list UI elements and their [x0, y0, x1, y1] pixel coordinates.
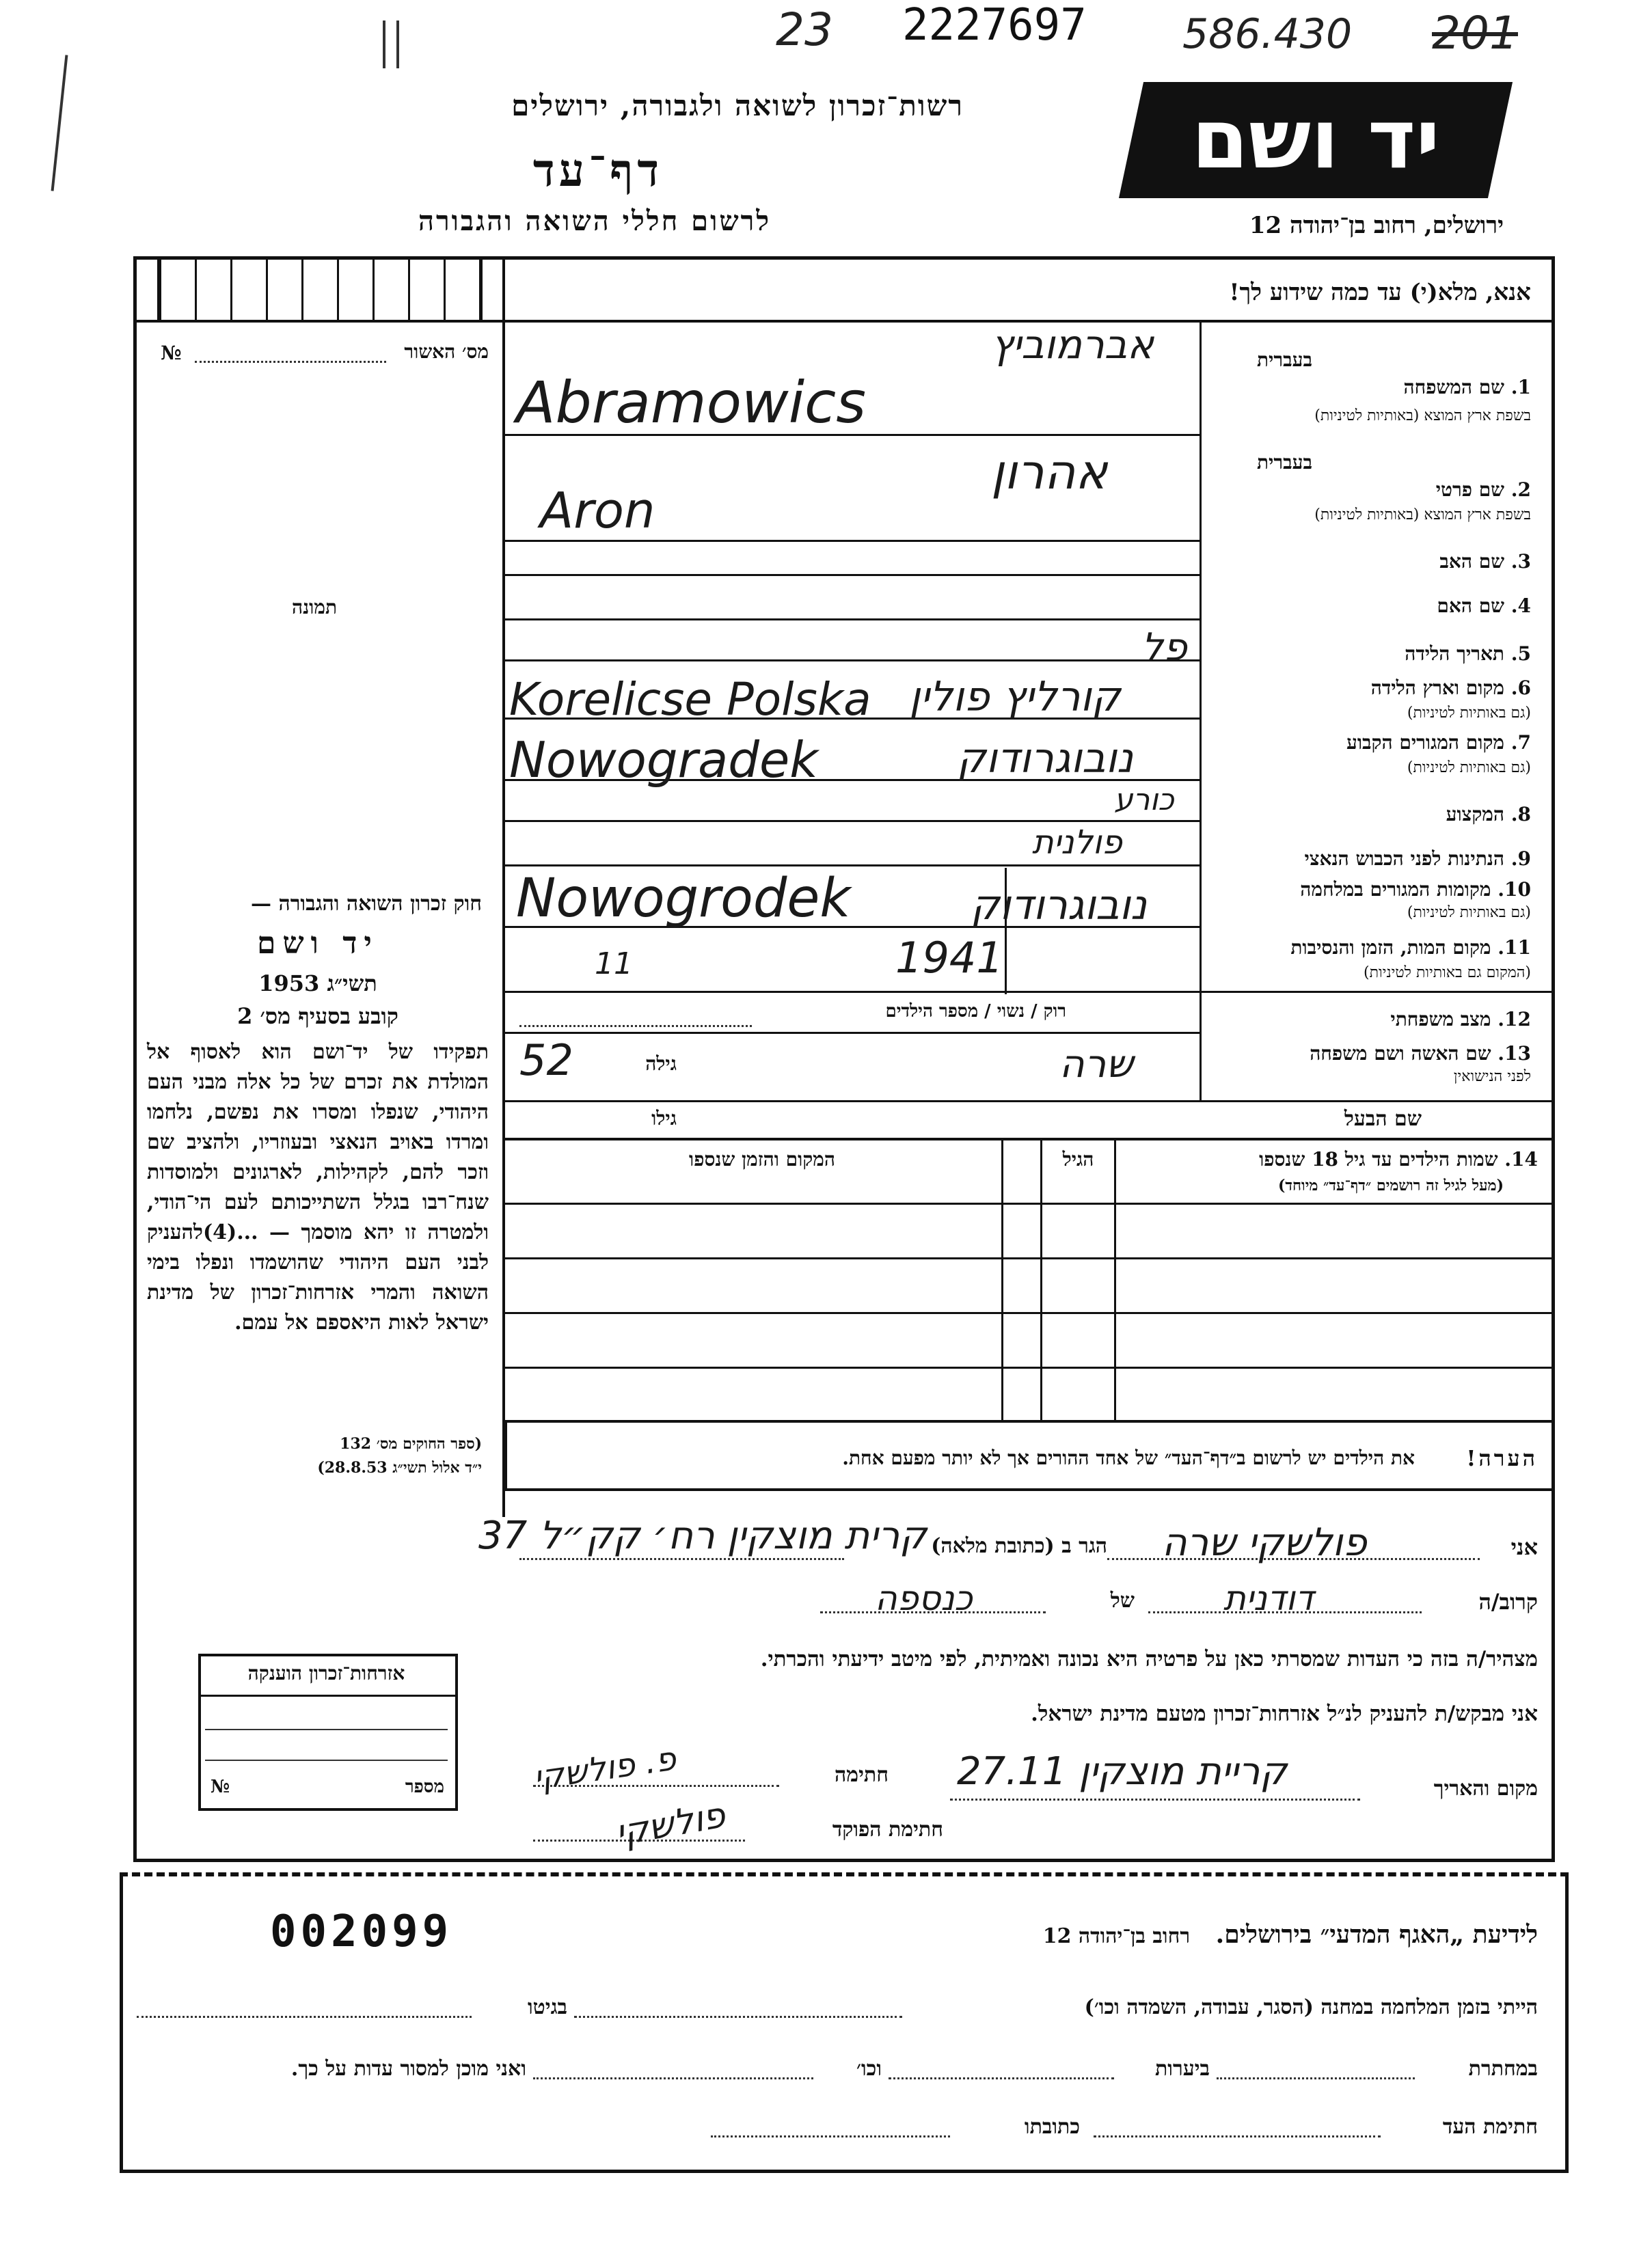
- hw-birthplace-prefix: פל: [1141, 625, 1187, 670]
- law-name: יד ושם: [257, 926, 379, 961]
- hw-birthplace-hebrew: קורליץ פולין: [909, 673, 1121, 721]
- footer-camp-field[interactable]: [574, 2016, 902, 2018]
- marital-status-field[interactable]: [519, 1025, 752, 1027]
- citizenship-no-symbol: №: [211, 1777, 230, 1797]
- footer-line2-a: במחתרת: [1468, 2057, 1538, 2081]
- reg-ticks-bottom: [133, 320, 502, 323]
- witness-address-field[interactable]: [519, 1558, 844, 1560]
- field-2-tag: בעברית: [1256, 451, 1312, 474]
- yad-vashem-logo-text: יד ושם: [1191, 92, 1440, 187]
- field-11-sublabel: (המקום גם באותיות לטיניות): [1364, 964, 1531, 981]
- field-12-label: 12. מצב משפחתי: [1390, 1008, 1531, 1030]
- hw-place-date: קריית מוצקין 27.11: [957, 1749, 1288, 1794]
- margin-mark: [51, 55, 68, 191]
- row-line: [505, 540, 1200, 542]
- left-column-divider: [502, 256, 505, 1517]
- cut-line: [120, 1872, 1569, 1876]
- law-ref-2: י״ד אלול תשי״ג 28.8.53): [317, 1459, 482, 1477]
- children-subtitle: (מעל לגיל זה רושמים ״דף־עד״ מיוחד): [1277, 1177, 1504, 1194]
- footer-forest-field[interactable]: [889, 2077, 1114, 2079]
- field-10-sublabel: (גם באותיות לטיניות): [1407, 904, 1531, 921]
- field-11-label: 11. מקום המות, הזמן והנסיבות: [1290, 936, 1531, 959]
- address: ירושלים, רחוב בן־יהודה 12: [1249, 212, 1504, 239]
- hw-wartime-latin: Nowogrodek: [516, 868, 851, 929]
- hw-signature: פ. פולשקי: [531, 1739, 679, 1798]
- law-ref-1: (ספר החוקים מס׳ 132: [340, 1435, 482, 1453]
- row-line: [505, 1100, 1555, 1102]
- hw-officer-signature: פולשקי: [612, 1794, 729, 1855]
- law-text: תפקידו של יד־ושם הוא לאסוף אל המולדת את זכרם של כל אלה מבני העם היהודי, שנפלו ומסרו את נפשם, נלחמו ומרדו באויב הנאצי ובעוזריו, ולהציב שם וזכר להם, לקהילות, לארגונים ולמוסדות שנח־רבו בגלל השתייכותם לעם הי־הודי, ולמטרה זו יהא מוסמך — ...(4)להעניק לבני העם היהודי שהושמדו ונפלו בימי השואה והמרי אזרחות־זכרון של מדינת ישראל לאות היאספם אל עמם.: [147, 1040, 489, 1335]
- footer-witness-signature-field[interactable]: [1094, 2135, 1381, 2137]
- reg-no-symbol: №: [161, 342, 182, 364]
- footer-line2-b: ביערות: [1154, 2057, 1210, 2081]
- hw-wartime-hebrew: נובוגרודוק: [971, 882, 1148, 929]
- place-date-label: מקום והאריך: [1433, 1777, 1538, 1801]
- field-8-label: 8. המקצוע: [1446, 803, 1531, 825]
- children-col-divider-3: [1040, 1140, 1042, 1421]
- reg-ticks: [157, 256, 483, 321]
- witness-resident-label: הגר ב (כתובת מלאה): [931, 1534, 1107, 1558]
- witness-request: אני מבקש/ת להעניק לנ״ל אזרחות־זכרון מטעם מדינת ישראל.: [1031, 1702, 1538, 1726]
- hw-wife-name: שרה: [1059, 1042, 1133, 1087]
- children-age-header: הגיל: [1062, 1148, 1094, 1171]
- hw-death-mark: 11: [595, 946, 633, 981]
- row-line: [505, 991, 1555, 993]
- margin-mark: [383, 21, 385, 68]
- field-6-sublabel: (גם באותיות לטיניות): [1407, 705, 1531, 722]
- footer-line1-b: בגיטו: [527, 1995, 567, 2019]
- husband-name-label: שם הבעל: [1344, 1107, 1422, 1131]
- field-5-label: 5. תאריך הלידה: [1405, 642, 1531, 665]
- hw-birthplace-latin: Korelicse Polska: [509, 673, 871, 726]
- footer-line3-a: חתימת העד: [1442, 2115, 1538, 2139]
- archive-number-4: 201: [1432, 7, 1518, 59]
- field-10-label: 10. מקומות המגורים במלחמה: [1300, 878, 1531, 901]
- page-subtitle: לרשום חללי השואה והגבורה: [418, 205, 772, 237]
- marital-options: רוק / נשוי / מספר הילדים: [885, 1001, 1066, 1022]
- reg-no-field[interactable]: [195, 361, 386, 363]
- footer-notice: [533, 1920, 1538, 1949]
- archive-number-3: 586.430: [1182, 10, 1353, 58]
- label-column-divider: [1200, 323, 1202, 1102]
- footer-line2-c: וכו׳: [856, 2057, 882, 2081]
- note-label: הערה!: [1466, 1445, 1538, 1471]
- page-title: דף־עד: [532, 144, 664, 197]
- hw-first-latin: Aron: [540, 482, 655, 539]
- margin-mark: [396, 21, 399, 68]
- children-place-header: המקום והזמן שנספו: [689, 1148, 835, 1171]
- hw-witness-name: פולשקי שרה: [1162, 1520, 1367, 1565]
- hw-residence-latin: Nowogradek: [509, 731, 818, 789]
- note-left-edge: [505, 1423, 507, 1491]
- archive-number-1: 23: [776, 3, 833, 56]
- hw-death-year: 1941: [895, 933, 1003, 983]
- field-13-label: 13. שם האשה ושם משפחה: [1310, 1042, 1531, 1065]
- hw-relation: דודנית: [1223, 1579, 1314, 1618]
- note-bottom: [505, 1488, 1555, 1491]
- field-2-label: 2. שם פרטי: [1435, 478, 1531, 501]
- citizenship-box-title: אזרחות־זכרון הוענקה: [247, 1662, 405, 1684]
- citizenship-line-1: [205, 1729, 448, 1730]
- signature-label: חתימה: [835, 1763, 889, 1787]
- place-date-field[interactable]: [950, 1799, 1360, 1801]
- photo-label: תמונה: [291, 596, 338, 618]
- law-section: קובע בסעיף מס׳ 2: [237, 1003, 398, 1029]
- field-3-label: 3. שם האב: [1439, 550, 1531, 573]
- hw-nationality: פולנית: [1032, 823, 1122, 862]
- field-7-sublabel: (גם באותיות לטיניות): [1407, 759, 1531, 776]
- wife-age-label: גילה: [645, 1052, 677, 1075]
- footer-address-field[interactable]: [711, 2135, 950, 2137]
- row-line: [505, 659, 1200, 661]
- field-6-label: 6. מקום וארץ הלידה: [1370, 677, 1531, 699]
- field-1-tag: בעברית: [1256, 349, 1312, 371]
- officer-signature-label: חתימת הפוקד: [832, 1818, 943, 1842]
- citizenship-number-label: מספר: [405, 1777, 444, 1797]
- footer-etc-field[interactable]: [533, 2077, 813, 2079]
- footer-line2-d: ואני מוכן למסור עדות על כך.: [290, 2057, 526, 2081]
- archive-number-2: 2227697: [902, 0, 1087, 51]
- field-7-label: 7. מקום המגורים הקבוע: [1346, 731, 1531, 754]
- hw-profession: כורע: [1114, 782, 1174, 817]
- field-2-sublabel: בשפת ארץ המוצא (באותיות לטיניות): [1314, 506, 1531, 523]
- hw-witness-address: קרית מוצקין רח׳ קק״ל 37: [478, 1514, 927, 1558]
- row-line: [505, 820, 1200, 822]
- hw-residence-hebrew: נובוגרודוק: [957, 735, 1134, 782]
- field-4-label: 4. שם האם: [1437, 595, 1531, 617]
- footer-line1-a: הייתי בזמן המלחמה במחנה (הסגר, עבודה, השמדה וכו׳): [1084, 1995, 1538, 2019]
- footer-line3-b: כתובתו: [1024, 2115, 1080, 2139]
- children-row-line: [505, 1312, 1555, 1314]
- witness-declaration: מצהיר/ה בזה כי העדות שמסרתי כאן על פרטיה היא נכונה ואמיתית, לפי מיטב ידיעתי והכרתי.: [760, 1647, 1538, 1671]
- row-line: [505, 1138, 1555, 1140]
- husband-age-label: גילו: [651, 1107, 677, 1130]
- intro-text: אנא, מלא(י) עד כמה שידוע לך!: [1229, 279, 1531, 306]
- law-year: תשי״ג 1953: [258, 970, 377, 996]
- children-row-line: [505, 1367, 1555, 1369]
- footer-ghetto-field[interactable]: [137, 2016, 472, 2018]
- field-13-sublabel: לפני הנישואין: [1453, 1068, 1531, 1085]
- hw-surname-hebrew: אברמוביץ: [991, 321, 1154, 368]
- footer-underground-field[interactable]: [1217, 2077, 1415, 2079]
- footer-address: רחוב בן־יהודה 12: [1042, 1924, 1191, 1948]
- hw-wife-age: 52: [519, 1035, 573, 1085]
- children-table-bottom: [505, 1420, 1555, 1423]
- row-line: [505, 1032, 1200, 1034]
- witness-relative-label: קרוב/ה: [1478, 1589, 1538, 1615]
- row-line: [505, 864, 1200, 866]
- hw-first-hebrew: אהרון: [991, 444, 1108, 500]
- children-col-divider-2: [1001, 1140, 1003, 1421]
- citizenship-box-divider: [198, 1695, 458, 1697]
- field-1-sublabel: בשפת ארץ המוצא (באותיות לטיניות): [1314, 407, 1531, 424]
- reg-no-label: מס׳ האשור: [404, 340, 489, 363]
- authority-title: רשות־זכרון לשואה ולגבורה, ירושלים: [511, 89, 964, 122]
- field-9-label: 9. הנתינות לפני הכבוש הנאצי: [1304, 847, 1531, 870]
- footer-notice-text: לידיעת „האגף המדעי״ בירושלים.: [1215, 1920, 1538, 1949]
- witness-of-label: של: [1110, 1589, 1135, 1613]
- note-text: את הילדים יש לרשום ב״דף־העד״ של אחד ההורים אך לא יותר מפעם אחת.: [842, 1447, 1415, 1469]
- row-line: [505, 618, 1200, 620]
- row-line: [505, 574, 1200, 576]
- children-row-line: [505, 1257, 1555, 1259]
- law-title: חוק זכרון השואה והגבורה —: [251, 892, 482, 916]
- field-1-label: 1. שם המשפחה: [1403, 376, 1531, 398]
- children-col-divider-1: [1114, 1140, 1116, 1421]
- witness-i-label: אני: [1510, 1534, 1538, 1560]
- citizenship-line-2: [205, 1760, 448, 1761]
- hw-of-whom: כנספה: [875, 1579, 973, 1618]
- footer-serial: 002099: [270, 1907, 453, 1957]
- children-title: 14. שמות הילדים עד גיל 18 שנספו: [1259, 1148, 1538, 1171]
- hw-surname-latin: Abramowics: [516, 369, 866, 436]
- children-header-line: [505, 1203, 1555, 1205]
